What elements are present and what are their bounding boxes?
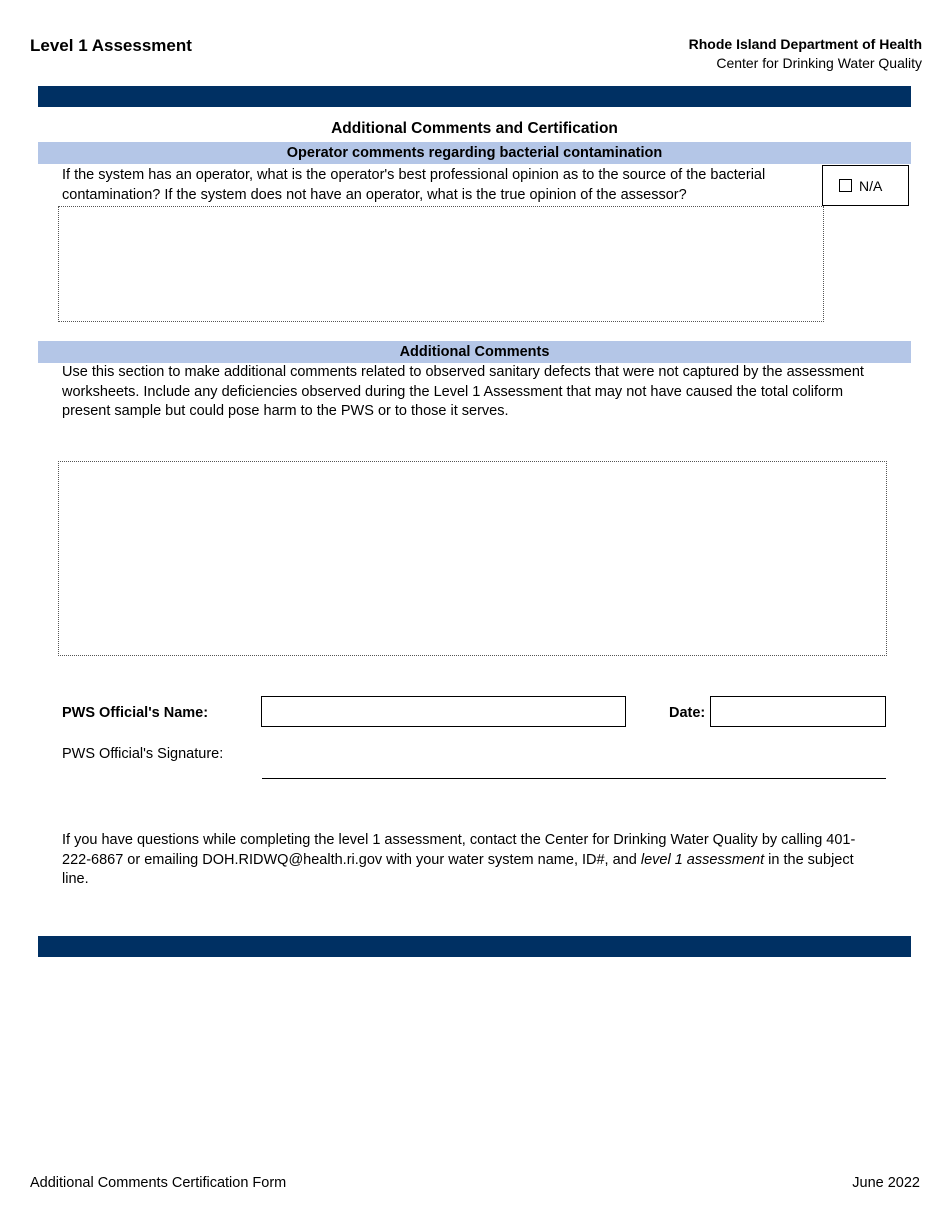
signature-label: PWS Official's Signature: xyxy=(62,746,224,762)
contact-text-before: If you have questions while completing the level 1 assessment, contact the Center for Drinking Water Quality by calling 401-222-6867 or emailing DOH.RIDWQ@health.ri.gov with your water system name, ID#, and xyxy=(62,832,856,868)
contact-italic: level 1 assessment xyxy=(640,851,765,868)
section-title: Additional Comments and Certification xyxy=(331,120,618,137)
date-label: Date: xyxy=(669,705,706,721)
contact-text-after: in the subject line. xyxy=(62,851,854,887)
org-name: Rhode Island Department of Health xyxy=(688,36,922,52)
additional-comments-band: Additional Comments xyxy=(38,341,911,363)
bottom-divider-bar xyxy=(38,936,911,957)
signature-line[interactable] xyxy=(262,778,886,779)
top-divider-bar xyxy=(38,86,911,107)
additional-comments-instructions: Use this section to make additional comments related to observed sanitary defects that were not captured by the assessment worksheets. Include any deficiencies observed during the Level 1 Assessment that may not have caused the total coliform present sample but could pose harm to the PWS or to those it serves. xyxy=(62,364,864,419)
na-label: N/A xyxy=(859,177,883,194)
org-block xyxy=(689,35,922,73)
operator-comments-band: Operator comments regarding bacterial contamination xyxy=(38,142,911,164)
official-name-label: PWS Official's Name: xyxy=(62,705,209,721)
date-field[interactable] xyxy=(710,696,886,727)
org-center: Center for Drinking Water Quality xyxy=(716,55,922,71)
additional-comments-textarea[interactable] xyxy=(58,461,887,656)
operator-question: If the system has an operator, what is the operator's best professional opinion as to the source of the bacterial contamination? If the system does not have an operator, what is the true opinion of the assessor? xyxy=(62,167,766,203)
footer-date: June 2022 xyxy=(852,1175,920,1191)
footer-form-name: Additional Comments Certification Form xyxy=(30,1175,287,1191)
form-title: Level 1 Assessment xyxy=(30,36,192,55)
na-checkbox-cell[interactable] xyxy=(822,165,909,206)
na-checkbox[interactable] xyxy=(839,179,852,192)
official-name-field[interactable] xyxy=(261,696,626,727)
operator-comments-textarea[interactable] xyxy=(58,206,824,322)
contact-info xyxy=(62,831,884,890)
